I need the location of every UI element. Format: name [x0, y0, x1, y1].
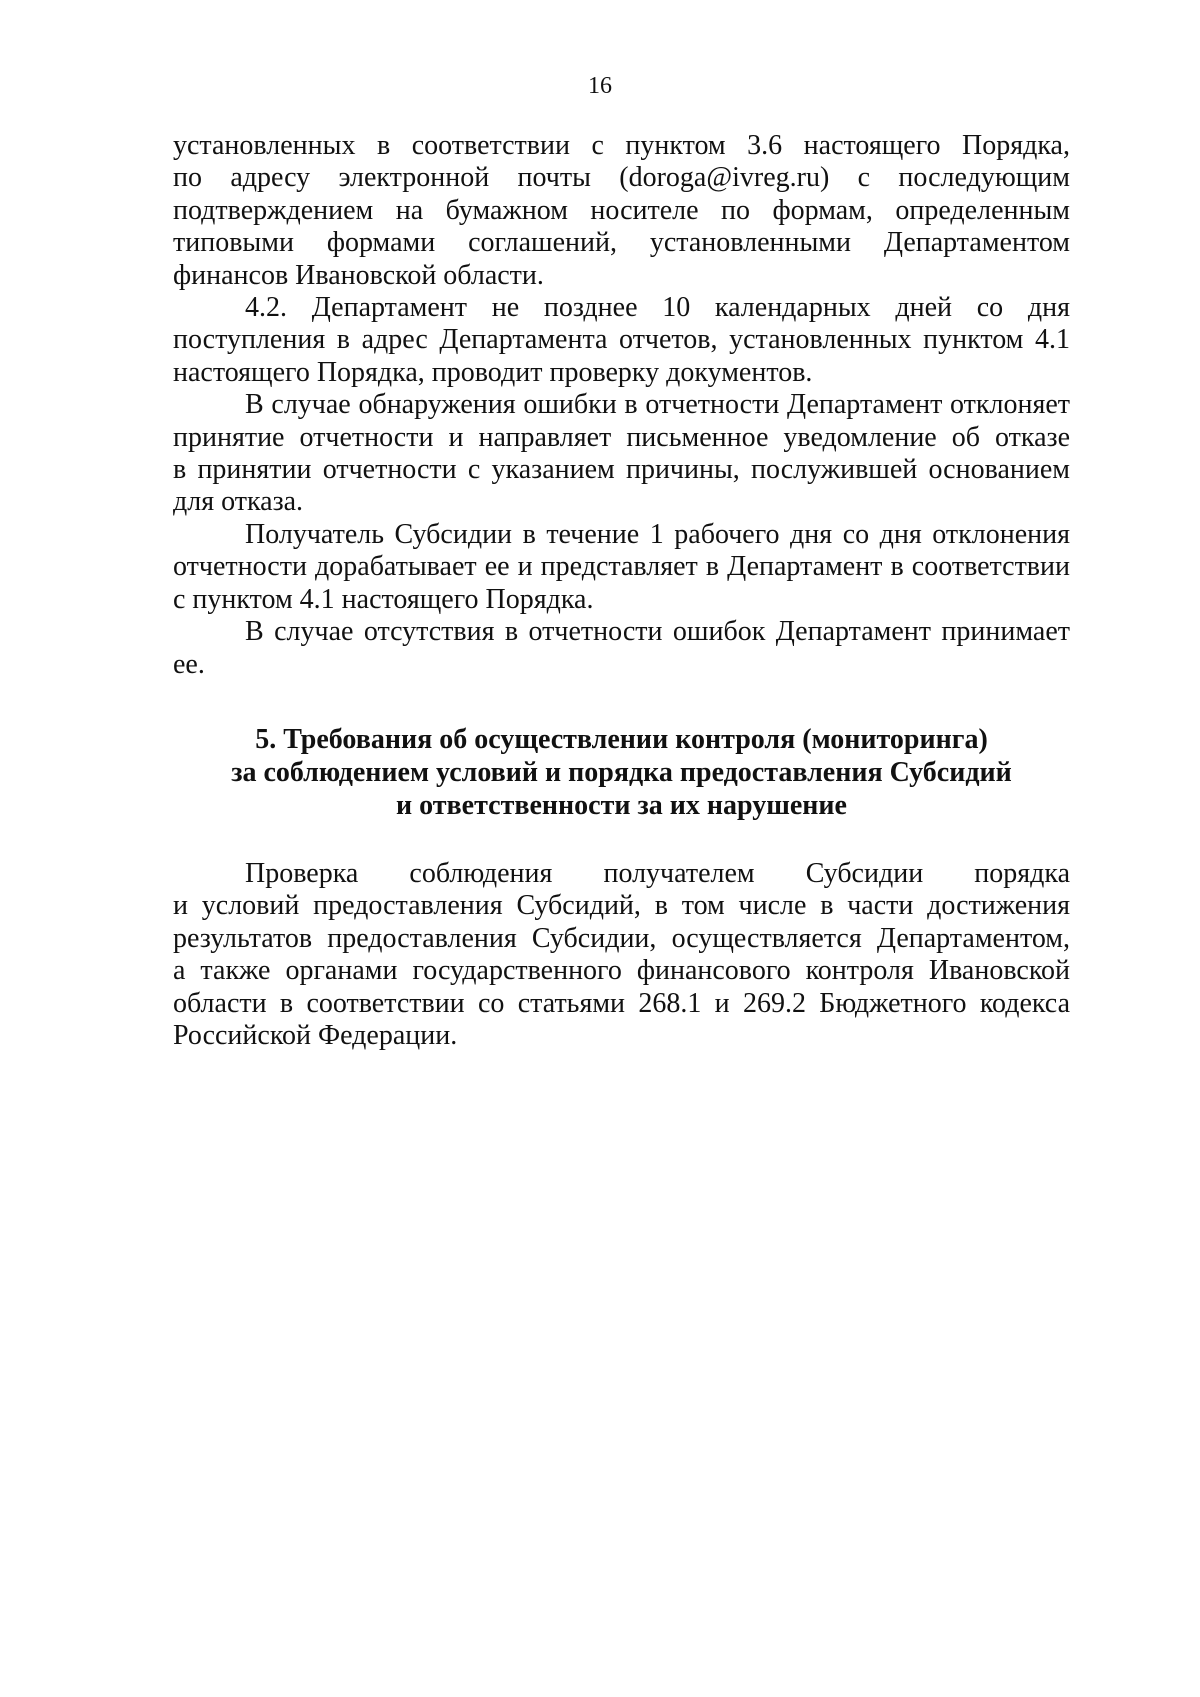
paragraph-recipient-rework	[173, 519, 1070, 616]
text-line: для отказа.	[173, 486, 304, 518]
text-line: поступления в адрес Департамента отчетов, установленных пунктом 4.1	[173, 324, 1070, 356]
text-line: отчетности дорабатывает ее и представляет в Департамент в соответствии	[173, 551, 1070, 583]
paragraph-4-2	[173, 292, 1070, 389]
paragraph-control-check	[173, 858, 1070, 1052]
paragraph-error-rejection	[173, 389, 1070, 519]
text-line: и условий предоставления Субсидий, в том числе в части достижения	[173, 890, 1070, 922]
page-number: 16	[588, 73, 612, 99]
text-line: настоящего Порядка, проводит проверку документов.	[173, 356, 813, 388]
text-line: 4.2. Департамент не позднее 10 календарных дней со дня	[245, 292, 1070, 324]
text-line: В случае отсутствия в отчетности ошибок Департамент принимает	[245, 616, 1070, 648]
text-line: Российской Федерации.	[173, 1019, 458, 1051]
paragraph-report-submission	[173, 130, 1070, 292]
text-line: по адресу электронной почты (doroga@ivreg.ru) с последующим	[173, 162, 1070, 194]
text-line: типовыми формами соглашений, установленными Департаментом	[173, 227, 1070, 259]
text-line: в принятии отчетности с указанием причины, послужившей основанием	[173, 454, 1070, 486]
heading-line: и ответственности за их нарушение	[396, 789, 847, 821]
text-line: с пунктом 4.1 настоящего Порядка.	[173, 583, 594, 615]
section-heading	[173, 723, 1070, 822]
text-line: а также органами государственного финансового контроля Ивановской	[173, 955, 1070, 987]
text-line: подтверждением на бумажном носителе по формам, определенным	[173, 194, 1070, 226]
heading-line: 5. Требования об осуществлении контроля (мониторинга)	[255, 723, 988, 755]
text-line: Проверка соблюдения получателем Субсидии порядка	[245, 857, 1070, 889]
paragraph-acceptance	[173, 616, 1070, 681]
document-body	[173, 130, 1070, 1052]
text-line: В случае обнаружения ошибки в отчетности Департамент отклоняет	[245, 389, 1070, 421]
text-line: области в соответствии со статьями 268.1 и 269.2 Бюджетного кодекса	[173, 987, 1070, 1019]
heading-line: за соблюдением условий и порядка предоставления Субсидий	[231, 756, 1012, 788]
text-line: финансов Ивановской области.	[173, 259, 544, 291]
text-line: принятие отчетности и направляет письменное уведомление об отказе	[173, 421, 1070, 453]
text-line: ее.	[173, 648, 205, 680]
text-line: Получатель Субсидии в течение 1 рабочего дня со дня отклонения	[245, 518, 1070, 550]
text-line: результатов предоставления Субсидии, осуществляется Департаментом,	[173, 922, 1070, 954]
text-line: установленных в соответствии с пунктом 3.6 настоящего Порядка,	[173, 130, 1070, 161]
